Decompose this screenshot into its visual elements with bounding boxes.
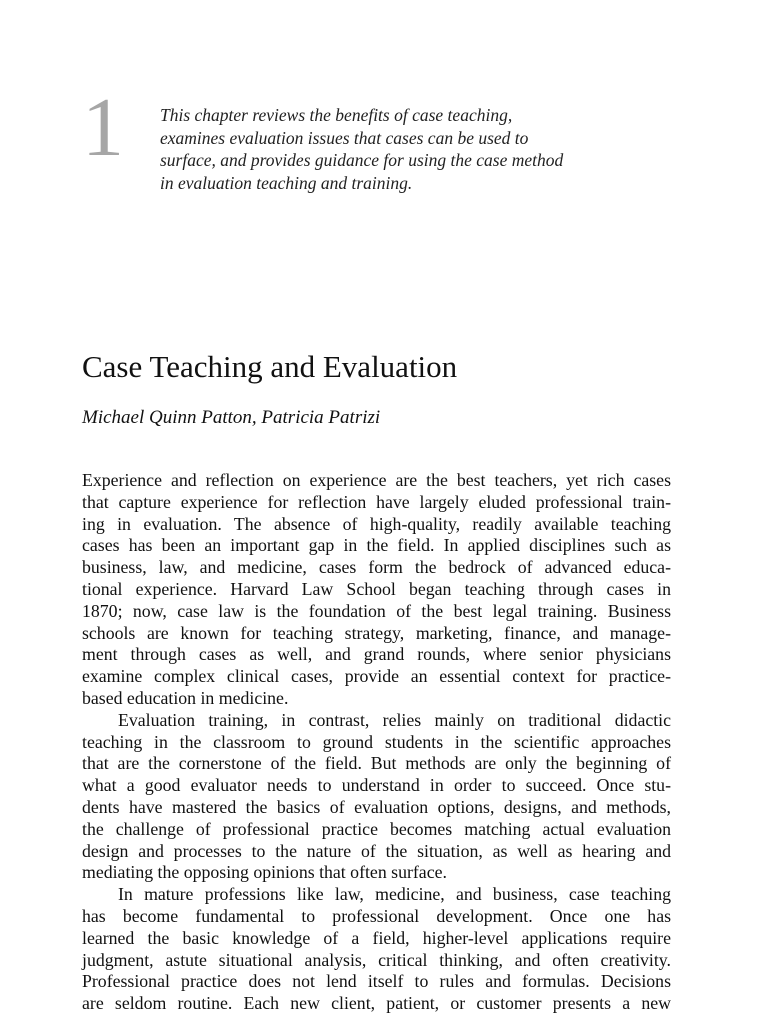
body-line: 1870; now, case law is the foundation of the best legal training. Business [82, 600, 671, 621]
body-line: cases has been an important gap in the field. In applied disciplines such as [82, 535, 671, 556]
body-line: schools are known for teaching strategy, marketing, finance, and manage- [82, 622, 671, 643]
abstract-line: This chapter reviews the benefits of case teaching, [160, 105, 513, 125]
body-line: ment through cases as well, and grand rounds, where senior physicians [82, 644, 671, 665]
body-line: learned the basic knowledge of a field, higher-level applications require [82, 927, 671, 948]
body-line: mediating the opposing opinions that often surface. [82, 862, 447, 883]
body-line: what a good evaluator needs to understand in order to succeed. Once stu- [82, 775, 671, 796]
body-line: teaching in the classroom to ground students in the scientific approaches [82, 731, 671, 752]
body-text [82, 470, 671, 1015]
body-line: that capture experience for reflection have largely eluded professional train- [82, 491, 671, 512]
body-line: examine complex clinical cases, provide an essential context for practice- [82, 666, 671, 687]
chapter-number: 1 [82, 81, 124, 174]
chapter-title: Case Teaching and Evaluation [82, 349, 458, 384]
body-line: based education in medicine. [82, 687, 289, 708]
body-line: are seldom routine. Each new client, patient, or customer presents a new [82, 993, 671, 1014]
body-line: Evaluation training, in contrast, relies mainly on traditional didactic [118, 709, 671, 730]
body-line: dents have mastered the basics of evaluation options, designs, and methods, [82, 796, 671, 817]
body-line: design and processes to the nature of the situation, as well as hearing and [82, 840, 671, 861]
body-line: ing in evaluation. The absence of high-quality, readily available teaching [82, 513, 671, 534]
abstract-line: surface, and provides guidance for using the case method [160, 150, 564, 170]
abstract-line: in evaluation teaching and training. [160, 172, 413, 193]
body-line: tional experience. Harvard Law School began teaching through cases in [82, 578, 671, 599]
body-line: In mature professions like law, medicine, and business, case teaching [118, 884, 671, 905]
body-line: Experience and reflection on experience are the best teachers, yet rich cases [82, 470, 671, 490]
body-line: has become fundamental to professional development. Once one has [82, 905, 671, 926]
body-line: that are the cornerstone of the field. But methods are only the beginning of [82, 753, 671, 774]
body-line: business, law, and medicine, cases form the bedrock of advanced educa- [82, 557, 671, 578]
abstract-line: examines evaluation issues that cases can be used to [160, 127, 529, 148]
chapter-authors: Michael Quinn Patton, Patricia Patrizi [82, 407, 381, 428]
chapter-abstract [160, 104, 630, 194]
body-line: the challenge of professional practice becomes matching actual evaluation [82, 818, 671, 839]
body-line: Professional practice does not lend itself to rules and formulas. Decisions [82, 971, 671, 992]
body-line: judgment, astute situational analysis, critical thinking, and often creativity. [82, 949, 671, 970]
